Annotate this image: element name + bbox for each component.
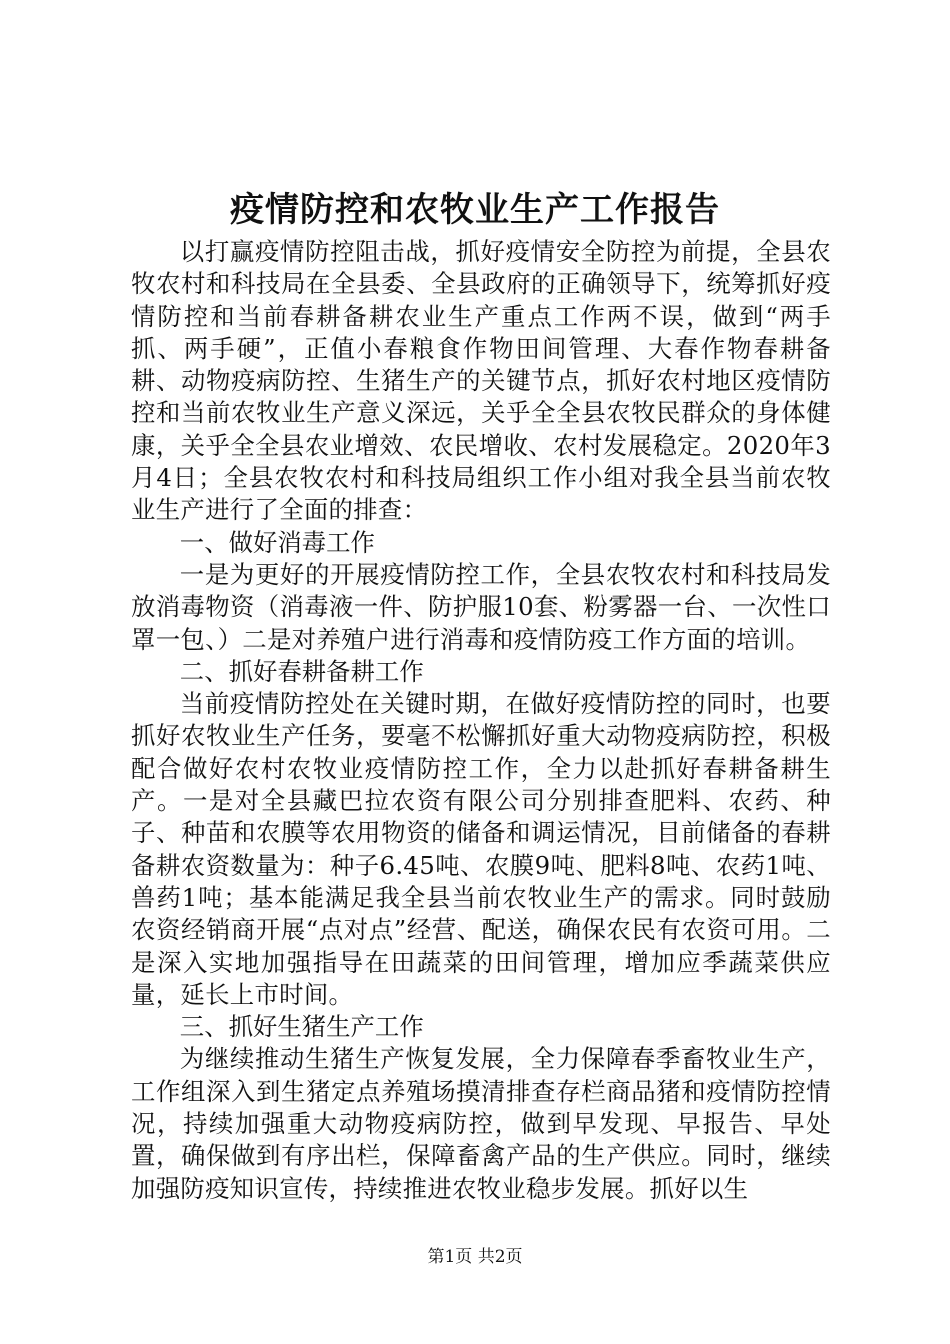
section-text-disinfection: 一是为更好的开展疫情防控工作，全县农牧农村和科技局发放消毒物资（消毒液一件、防护服10套、粉雾器一台、一次性口罩一包、）二是对养殖户进行消毒和疫情防疫工作方面的培训。 [131, 559, 831, 654]
section-heading-spring-plowing: 二、抓好春耕备耕工作 [179, 656, 424, 686]
section-text-spring-plowing: 当前疫情防控处在关键时期，在做好疫情防控的同时，也要抓好农牧业生产任务，要毫不松懈抓好重大动物疫病防控，积极配合做好农村农牧业疫情防控工作，全力以赴抓好春耕备耕生产。一是对全县藏巴拉农资有限公司分别排查肥料、农药、种子、种苗和农膜等农用物资的储备和调运情况，目前储备的春耕备耕农资数量为：种子6.45吨、农膜9吨、肥料8吨、农药1吨、兽药1吨；基本能满足我全县当前农牧业生产的需求。同时鼓励农资经销商开展“点对点”经营、配送，确保农民有农资可用。二是深入实地加强指导在田蔬菜的田间管理，增加应季蔬菜供应量，延长上市时间。 [131, 689, 831, 1009]
intro-paragraph: 以打赢疫情防控阻击战，抓好疫情安全防控为前提，全县农牧农村和科技局在全县委、全县政府的正确领导下，统筹抓好疫情防控和当前春耕备耕农业生产重点工作两不误，做到“两手抓、两手硬”，正值小春粮食作物田间管理、大春作物春耕备耕、动物疫病防控、生猪生产的关键节点，抓好农村地区疫情防控和当前农牧业生产意义深远，关乎全全县农牧民群众的身体健康，关乎全全县农业增效、农民增收、农村发展稳定。2020年3月4日；全县农牧农村和科技局组织工作小组对我全县当前农牧业生产进行了全面的排查： [131, 237, 831, 525]
section-text-pig-production: 为继续推动生猪生产恢复发展，全力保障春季畜牧业生产，工作组深入到生猪定点养殖场摸清排查存栏商品猪和疫情防控情况，持续加强重大动物疫病防控，做到早发现、早报告、早处置，确保做到有序出栏，保障畜禽产品的生产供应。同时，继续加强防疫知识宣传，持续推进农牧业稳步发展。抓好以生 [131, 1044, 831, 1203]
document-title: 疫情防控和农牧业生产工作报告 [230, 190, 720, 230]
section-heading-disinfection: 一、做好消毒工作 [179, 527, 375, 557]
document-body [131, 236, 831, 1205]
page-number-footer: 第1页 共2页 [427, 1247, 523, 1267]
section-heading-pig-production: 三、抓好生猪生产工作 [179, 1012, 424, 1042]
